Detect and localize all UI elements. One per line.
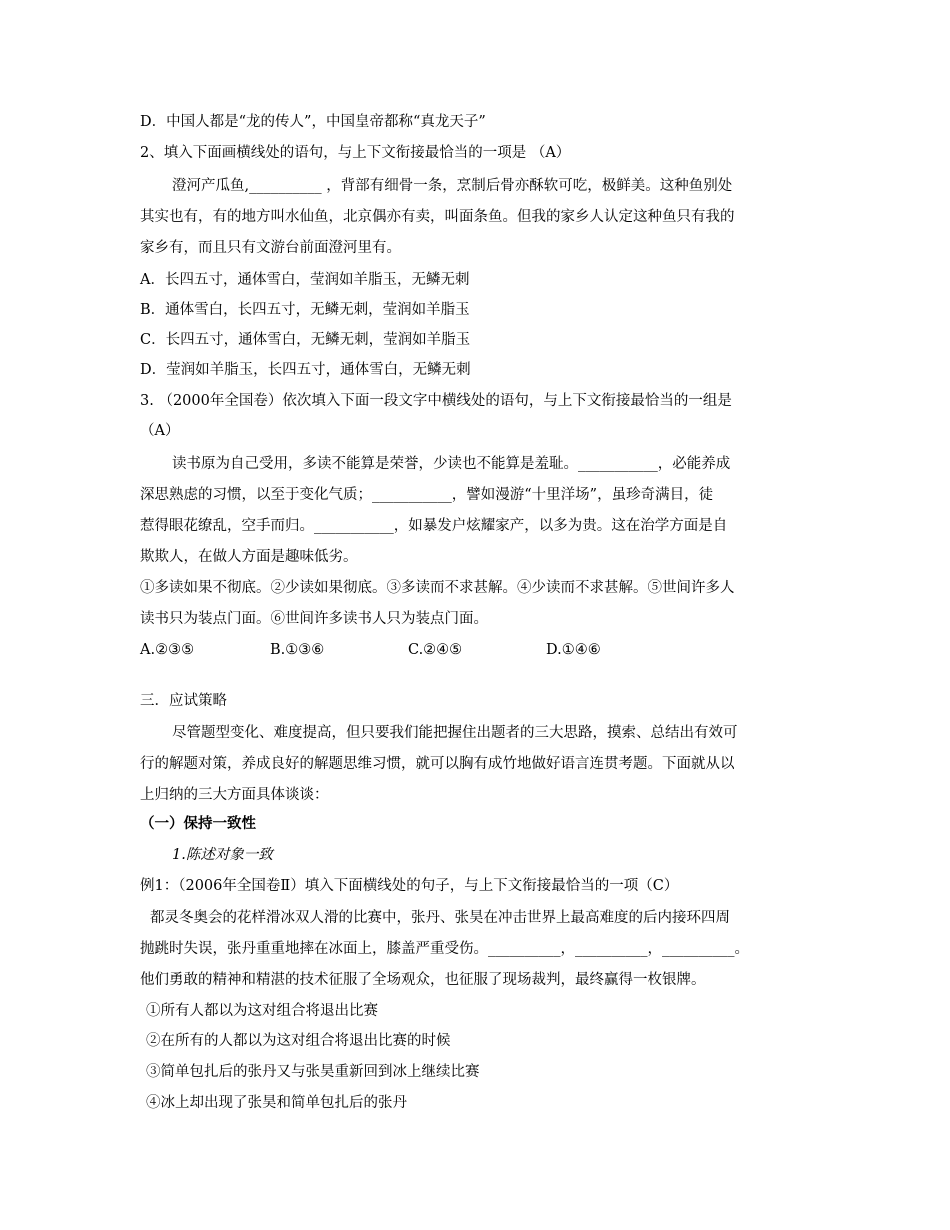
q2-option-b: B．通体雪白，长四五寸，无鳞无刺，莹润如羊脂玉 <box>140 302 470 318</box>
q2-option-d: D．莹润如羊脂玉，长四五寸，通体雪白，无鳞无刺 <box>140 362 471 378</box>
question-3-answer: （A） <box>140 423 180 439</box>
example-1-stem: 例1：（2006年全国卷Ⅱ）填入下面横线处的句子，与上下文衔接最恰当的一项（C） <box>140 878 679 894</box>
passage-2-line-3: 家乡有，而且只有文游台前面澄河里有。 <box>140 240 401 256</box>
passage-3-line-4: 欺欺人，在做人方面是趣味低劣。 <box>140 549 358 565</box>
q3-option-b: B.①③⑥ <box>270 642 325 658</box>
example-1-passage-line-2: 抛跳时失误，张丹重重地摔在冰面上，膝盖严重受伤。__________，__________，__________。 <box>140 941 749 957</box>
q2-option-c: C．长四五寸，通体雪白，无鳞无刺，莹润如羊脂玉 <box>140 332 471 348</box>
passage-3-line-2: 深思熟虑的习惯，以至于变化气质；___________，譬如漫游“十里洋场”，虽珍奇满目，徒 <box>140 487 714 503</box>
q3-option-c: C.②④⑤ <box>408 642 463 658</box>
q3-options-row <box>140 640 640 660</box>
example-1-passage-line-1: 都灵冬奥会的花样滑冰双人滑的比赛中，张丹、张昊在冲击世界上最高难度的后内接环四周 <box>150 910 730 926</box>
q3-option-d: D.①④⑥ <box>546 642 601 658</box>
q3-choices-line-1: ①多读如果不彻底。②少读如果彻底。③多读而不求甚解。④少读而不求甚解。⑤世间许多人 <box>140 580 735 596</box>
q2-option-a: A．长四五寸，通体雪白，莹润如羊脂玉，无鳞无刺 <box>140 272 470 288</box>
strategy-para-line-2: 行的解题对策，养成良好的解题思维习惯，就可以胸有成竹地做好语言连贯考题。下面就从以 <box>140 756 735 772</box>
strategy-para-line-1: 尽管题型变化、难度提高，但只要我们能把握住出题者的三大思路，摸索、总结出有效可 <box>172 725 738 741</box>
example-1-choice-1: ①所有人都以为这对组合将退出比赛 <box>146 1003 378 1019</box>
subsection-heading-consistency: （一）保持一致性 <box>140 816 256 832</box>
passage-3-line-3: 惹得眼花缭乱，空手而归。___________，如暴发户炫耀家产，以多为贵。这在治学方面是自 <box>140 518 728 534</box>
q1-option-d: D．中国人都是“龙的传人”，中国皇帝都称“真龙天子” <box>140 114 486 130</box>
passage-2-line-1: 澄河产瓜鱼,__________ ，背部有细骨一条，烹制后骨亦酥软可吃，极鲜美。这种鱼别处 <box>172 178 733 194</box>
point-1-heading: 1.陈述对象一致 <box>172 847 273 863</box>
example-1-choice-4: ④冰上却出现了张昊和简单包扎后的张丹 <box>146 1095 407 1111</box>
passage-2-line-2: 其实也有，有的地方叫水仙鱼，北京偶亦有卖，叫面条鱼。但我的家乡人认定这种鱼只有我的 <box>140 209 735 225</box>
q3-choices-line-2: 读书只为装点门面。⑥世间许多读书人只为装点门面。 <box>140 611 488 627</box>
example-1-choice-3: ③简单包扎后的张丹又与张昊重新回到冰上继续比赛 <box>146 1064 480 1080</box>
question-2-stem: 2、填入下面画横线处的语句，与上下文衔接最恰当的一项是 （A） <box>140 145 571 161</box>
example-1-passage-line-3: 他们勇敢的精神和精湛的技术征服了全场观众，也征服了现场裁判，最终赢得一枚银牌。 <box>140 972 706 988</box>
passage-3-line-1: 读书原为自己受用，多读不能算是荣誉，少读也不能算是羞耻。___________，必能养成 <box>172 456 731 472</box>
strategy-para-line-3: 上归纳的三大方面具体谈谈： <box>140 787 329 803</box>
example-1-choice-2: ②在所有的人都以为这对组合将退出比赛的时候 <box>146 1033 451 1049</box>
question-3-stem: 3. （2000年全国卷）依次填入下面一段文字中横线处的语句，与上下文衔接最恰当的一组是 <box>140 393 732 409</box>
section-3-heading: 三．应试策略 <box>140 693 227 709</box>
q3-option-a: A.②③⑤ <box>140 642 195 658</box>
